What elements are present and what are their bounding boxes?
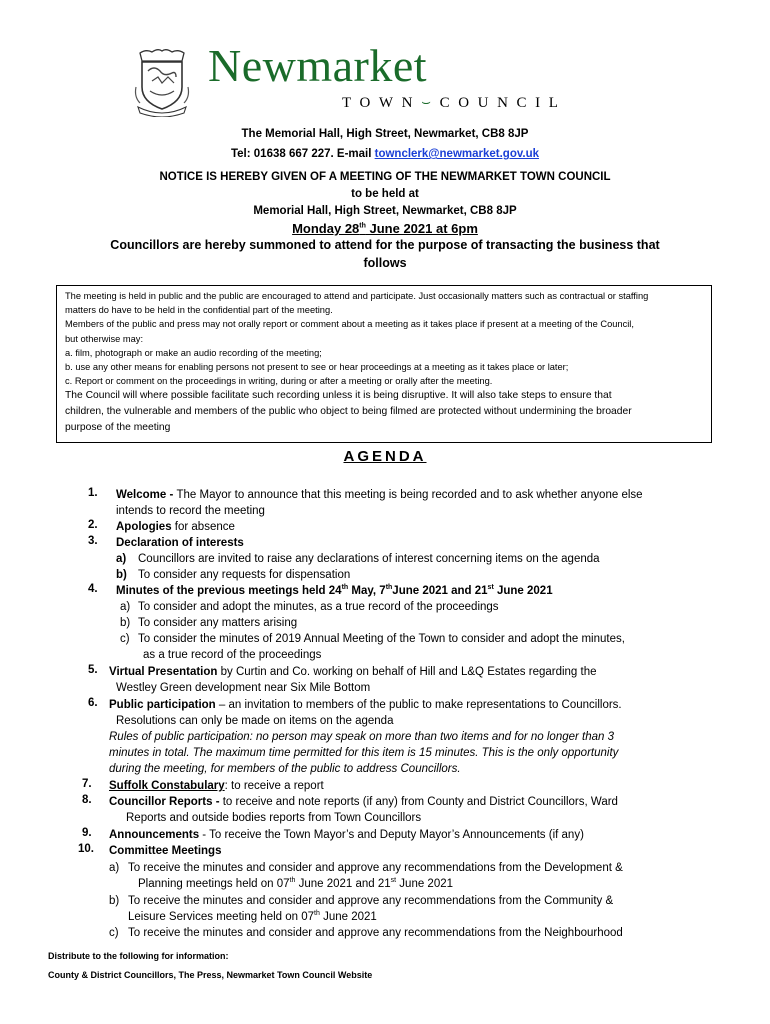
public-notice-box xyxy=(56,285,712,443)
item-number: 4. xyxy=(88,583,98,595)
sub-item-label: a) xyxy=(116,553,127,565)
sub-item-text: To consider any matters arising xyxy=(138,617,298,629)
notice-heading: NOTICE IS HEREBY GIVEN OF A MEETING OF THE NEWMARKET TOWN COUNCIL xyxy=(159,171,611,183)
agenda-item-announcements: Announcements - To receive the Town Mayor’s and Deputy Mayor’s Announcements (if any) xyxy=(109,829,584,841)
notice-text: Members of the public and press may not orally report or comment about a meeting as it takes place if present at a meeting of the Council, xyxy=(65,319,634,330)
distribution-list: County & District Councillors, The Press, Newmarket Town Council Website xyxy=(48,970,373,980)
sub-item-label: b) xyxy=(116,569,127,581)
brand-name: Newmarket xyxy=(208,40,428,91)
notice-text: purpose of the meeting xyxy=(65,422,171,434)
summon-line-2: follows xyxy=(363,256,407,270)
coat-of-arms-icon xyxy=(132,47,192,117)
agenda-item-text: Reports and outside bodies reports from Town Councillors xyxy=(126,812,422,824)
sub-item-text: To receive the minutes and consider and approve any recommendations from the Community & xyxy=(128,895,614,907)
brand-subtitle: TOWN⌣COUNCIL xyxy=(342,95,567,111)
notice-text: b. use any other means for enabling persons not present to see or hear proceedings at a meeting as it takes place or later; xyxy=(65,362,569,373)
participation-rules: during the meeting, for members of the public to address Councillors. xyxy=(109,763,461,775)
agenda-item-minutes: Minutes of the previous meetings held 24th May, 7thJune 2021 and 21st June 2021 xyxy=(116,584,553,597)
distribution-heading: Distribute to the following for information: xyxy=(48,951,229,961)
council-logo xyxy=(132,40,632,120)
sub-item-text: To consider the minutes of 2019 Annual Meeting of the Town to consider and adopt the minutes, xyxy=(138,633,625,645)
sub-item-label: b) xyxy=(120,617,131,629)
notice-text: matters do have to be held in the confidential part of the meeting. xyxy=(65,305,333,316)
notice-text: a. film, photograph or make an audio recording of the meeting; xyxy=(65,347,322,358)
summon-line-1: Councillors are hereby summoned to attend for the purpose of transacting the business that xyxy=(110,238,660,252)
participation-rules: Rules of public participation: no person may speak on more than two items and for no longer than 3 xyxy=(109,731,615,743)
notice-text: children, the vulnerable and members of the public who object to being filmed are protected without undermining the broader xyxy=(65,406,632,418)
item-number: 10. xyxy=(78,843,94,855)
agenda-item-councillor-reports: Councillor Reports - to receive and note reports (if any) from County and District Councillors, Ward xyxy=(109,796,618,808)
contact-line xyxy=(0,148,770,160)
sub-item-label: b) xyxy=(109,895,120,907)
sub-item-label: a) xyxy=(109,862,120,874)
agenda-item-declarations: Declaration of interests xyxy=(116,537,244,549)
sub-item-text: Planning meetings held on 07th June 2021 and 21st June 2021 xyxy=(138,877,454,890)
sub-item-text: To receive the minutes and consider and approve any recommendations from the Development & xyxy=(128,862,623,874)
notice-text: The Council will where possible facilitate such recording unless it is being disruptive. It will also take steps to ensure that xyxy=(65,390,612,402)
agenda-item-text: Resolutions can only be made on items on the agenda xyxy=(116,715,394,727)
sub-item-text: To consider and adopt the minutes, as a true record of the proceedings xyxy=(138,601,499,613)
sub-item-text: To receive the minutes and consider and approve any recommendations from the Neighbourhood xyxy=(128,927,623,939)
agenda-item-text: intends to record the meeting xyxy=(116,505,265,517)
address-line: The Memorial Hall, High Street, Newmarket, CB8 8JP xyxy=(241,128,529,140)
agenda-item-apologies: Apologies for absence xyxy=(116,521,235,533)
email-link[interactable]: townclerk@newmarket.gov.uk xyxy=(374,148,540,160)
meeting-date: Monday 28th June 2021 at 6pm xyxy=(292,221,478,236)
sub-item-label: c) xyxy=(120,633,130,645)
agenda-item-committee-meetings: Committee Meetings xyxy=(109,845,222,857)
item-number: 9. xyxy=(82,827,92,839)
sub-item-text: as a true record of the proceedings xyxy=(143,649,322,661)
notice-text: The meeting is held in public and the public are encouraged to attend and participate. Just occasionally matters such as contractual or staffing xyxy=(65,291,649,301)
agenda-title: AGENDA xyxy=(343,448,427,465)
contact-phone: Tel: 01638 667 227. E-mail xyxy=(230,148,375,160)
agenda-item-public-participation: Public participation – an invitation to members of the public to make representations to Councillors. xyxy=(109,699,622,711)
brand-subtitle-council: COUNCIL xyxy=(439,95,567,111)
sub-item-label: a) xyxy=(120,601,131,613)
agenda-item-text: Westley Green development near Six Mile Bottom xyxy=(116,682,371,694)
agenda-item-welcome: Welcome - The Mayor to announce that this meeting is being recorded and to ask whether anyone else xyxy=(116,489,643,501)
item-number: 7. xyxy=(82,778,92,790)
item-number: 8. xyxy=(82,794,92,806)
item-number: 1. xyxy=(88,487,98,499)
participation-rules: minutes in total. The maximum time permitted for this item is 15 minutes. This is the only opportunity xyxy=(109,747,619,759)
agenda-item-presentation: Virtual Presentation by Curtin and Co. working on behalf of Hill and L&Q Estates regarding the xyxy=(109,666,597,678)
venue-text: Memorial Hall, High Street, Newmarket, CB8 8JP xyxy=(253,205,517,217)
agenda-item-constabulary: Suffolk Constabulary: to receive a report xyxy=(109,780,324,792)
sub-item-text: To consider any requests for dispensation xyxy=(138,569,351,581)
sub-item-text: Councillors are invited to raise any declarations of interest concerning items on the agenda xyxy=(138,553,600,565)
sub-item-label: c) xyxy=(109,927,119,939)
item-number: 6. xyxy=(88,697,98,709)
notice-text: c. Report or comment on the proceedings in writing, during or after a meeting or orally after the meeting. xyxy=(65,376,493,387)
item-number: 3. xyxy=(88,535,98,547)
item-number: 2. xyxy=(88,519,98,531)
sub-item-text: Leisure Services meeting held on 07th June 2021 xyxy=(128,910,377,923)
notice-text: but otherwise may: xyxy=(65,333,144,344)
brand-subtitle-town: TOWN xyxy=(342,95,422,111)
item-number: 5. xyxy=(88,664,98,676)
held-at-text: to be held at xyxy=(351,188,419,200)
